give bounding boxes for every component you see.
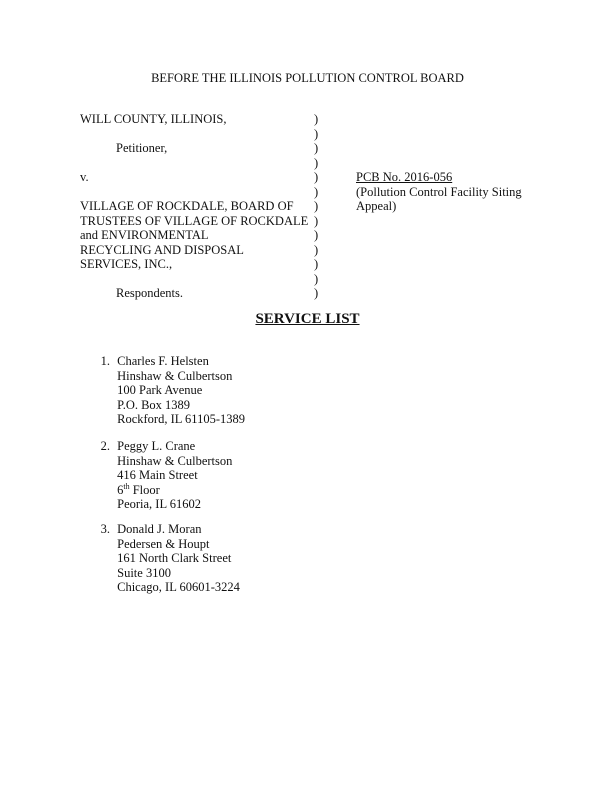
entry-address: Suite 3100 — [117, 565, 171, 580]
case-description: (Pollution Control Facility Siting — [356, 184, 522, 199]
entry-city: Peoria, IL 61602 — [117, 497, 202, 511]
paren: ) — [314, 112, 319, 126]
entry-firm: Hinshaw & Culbertson — [117, 368, 233, 383]
petitioner-name: WILL COUNTY, ILLINOIS, — [80, 112, 227, 126]
respondent-line: VILLAGE OF ROCKDALE, BOARD OF — [80, 199, 294, 213]
entry-name: Peggy L. Crane — [117, 439, 196, 453]
respondent-line: SERVICES, INC., — [80, 257, 173, 271]
case-info — [356, 170, 522, 214]
paren: ) — [314, 257, 319, 271]
entry-name: Charles F. Helsten — [117, 354, 209, 368]
paren: ) — [314, 213, 319, 228]
respondent-line: TRUSTEES OF VILLAGE OF ROCKDALE — [80, 213, 309, 228]
court-heading: BEFORE THE ILLINOIS POLLUTION CONTROL BOARD — [151, 71, 464, 85]
caption-parentheses — [314, 112, 318, 301]
entry-number: 1. — [100, 354, 110, 368]
paren: ) — [314, 228, 319, 242]
paren: ) — [314, 271, 319, 286]
entry-number: 2. — [100, 439, 110, 453]
paren: ) — [314, 242, 319, 257]
entry-address: 161 North Clark Street — [117, 551, 232, 565]
service-entry — [80, 522, 240, 595]
case-description: Appeal) — [356, 199, 397, 213]
entry-address: 416 Main Street — [117, 468, 198, 482]
service-list-title: SERVICE LIST — [255, 311, 360, 327]
service-entry — [80, 354, 245, 427]
entry-floor: 6th Floor — [117, 481, 160, 497]
entry-address: P.O. Box 1389 — [117, 397, 191, 412]
paren: ) — [314, 199, 319, 213]
entry-city: Rockford, IL 61105-1389 — [117, 412, 245, 426]
paren: ) — [314, 126, 319, 141]
caption-parties — [80, 112, 308, 301]
entry-firm: Pedersen & Houpt — [117, 536, 210, 551]
service-entry — [80, 439, 232, 512]
petitioner-label: Petitioner, — [116, 141, 168, 155]
respondent-label: Respondents. — [116, 286, 184, 300]
paren: ) — [314, 286, 319, 300]
entry-number: 3. — [100, 522, 110, 536]
respondent-line: and ENVIRONMENTAL — [80, 228, 209, 242]
case-number: PCB No. 2016-056 — [356, 170, 453, 184]
entry-firm: Hinshaw & Culbertson — [117, 453, 233, 468]
respondent-line: RECYCLING AND DISPOSAL — [80, 242, 244, 257]
paren: ) — [314, 184, 319, 199]
paren: ) — [314, 141, 319, 155]
paren: ) — [314, 170, 319, 184]
versus-label: v. — [80, 170, 89, 184]
entry-name: Donald J. Moran — [117, 522, 202, 536]
entry-address: 100 Park Avenue — [117, 383, 203, 397]
paren: ) — [314, 155, 319, 170]
entry-city: Chicago, IL 60601-3224 — [117, 580, 240, 594]
